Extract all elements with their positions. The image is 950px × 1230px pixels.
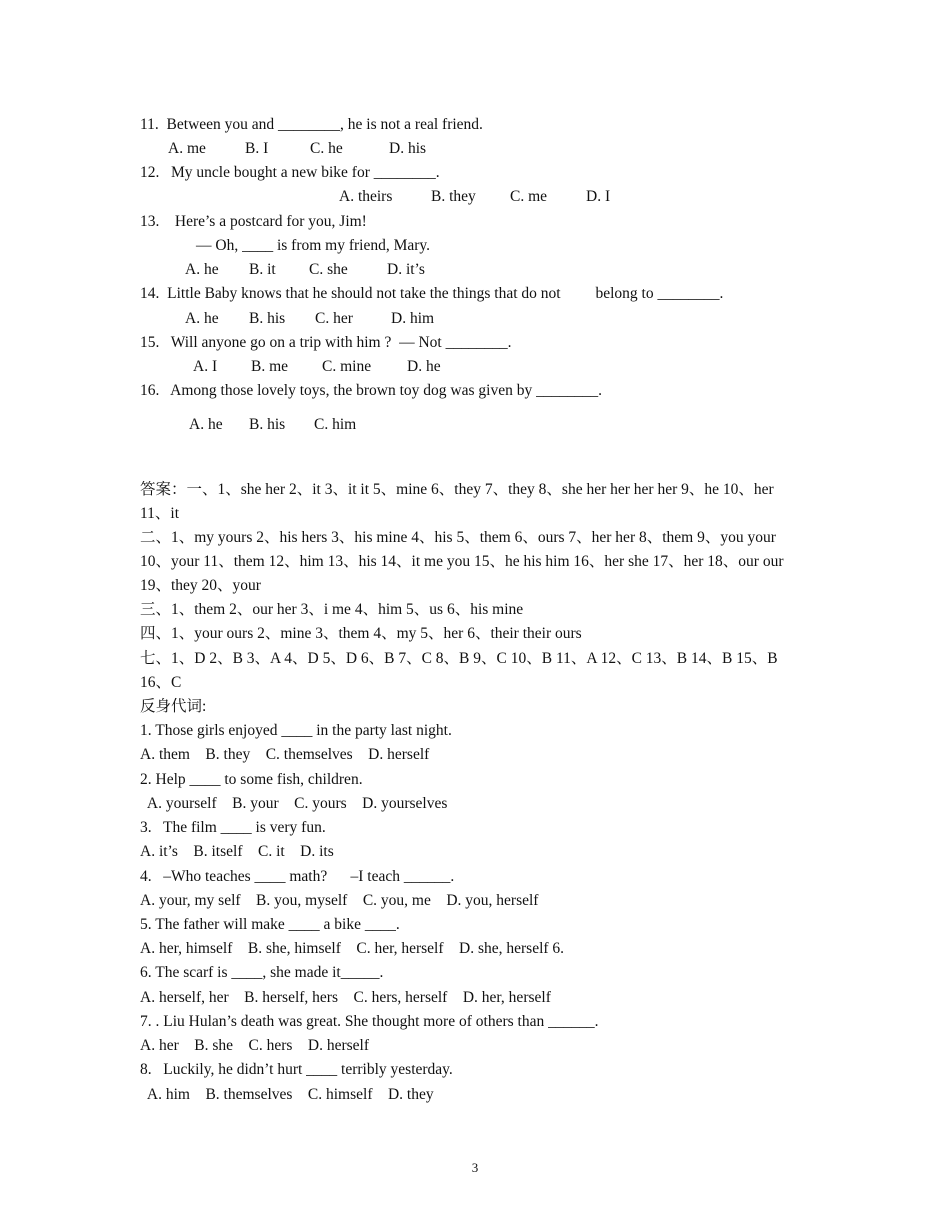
q14-option-b: B. his [249,310,286,327]
q13-option-c: C. she [309,261,348,278]
q14-option-c: C. her [315,310,353,327]
question-13-reply: — Oh, ____ is from my friend, Mary. [196,237,431,254]
question-16: 16. Among those lovely toys, the brown toy dog was given by ________. [140,382,602,399]
reflexive-q6: 6. The scarf is ____, she made it_____. [140,964,384,981]
answer-line-6: 三、1、them 2、our her 3、i me 4、him 5、us 6、his mine [140,601,524,618]
reflexive-q7-options: A. her B. she C. hers D. herself [140,1037,370,1054]
q12-option-b: B. they [431,188,476,205]
q13-option-b: B. it [249,261,276,278]
reflexive-q1-options: A. them B. they C. themselves D. herself [140,746,430,763]
q13-option-a: A. he [185,261,219,278]
q14-option-d: D. him [391,310,435,327]
reflexive-q5: 5. The father will make ____ a bike ____. [140,916,400,933]
section-heading: 反身代词: [140,698,207,715]
q11-option-c: C. he [310,140,343,157]
q12-option-a: A. theirs [339,188,393,205]
q13-option-d: D. it’s [387,261,425,278]
question-11: 11. Between you and ________, he is not a real friend. [140,116,483,133]
answer-line-1: 答案：一、1、she her 2、it 3、it it 5、mine 6、they 7、they 8、she her her her her 9、he 10、her [140,481,774,498]
answer-line-3: 二、1、my yours 2、his hers 3、his mine 4、his 5、them 6、ours 7、her her 8、them 9、you your [140,529,776,546]
reflexive-q7: 7. . Liu Hulan’s death was great. She thought more of others than ______. [140,1013,599,1030]
q16-option-a: A. he [189,416,223,433]
q15-option-b: B. me [251,358,289,375]
question-13: 13. Here’s a postcard for you, Jim! [140,213,367,230]
q15-option-c: C. mine [322,358,372,375]
answer-line-8: 七、1、D 2、B 3、A 4、D 5、D 6、B 7、C 8、B 9、C 10、B 11、A 12、C 13、B 14、B 15、B [140,650,778,667]
answer-line-9: 16、C [140,674,182,691]
answer-line-5: 19、they 20、your [140,577,261,594]
q11-option-b: B. I [245,140,269,157]
q11-option-d: D. his [389,140,427,157]
q14-option-a: A. he [185,310,219,327]
reflexive-q3: 3. The film ____ is very fun. [140,819,326,836]
reflexive-q4: 4. –Who teaches ____ math? –I teach ______. [140,868,455,885]
q16-option-b: B. his [249,416,286,433]
page-number: 3 [471,1160,479,1175]
q15-option-d: D. he [407,358,441,375]
q12-option-c: C. me [510,188,548,205]
reflexive-q5-options: A. her, himself B. she, himself C. her, herself D. she, herself 6. [140,940,565,957]
answer-line-2: 11、it [140,505,180,522]
reflexive-q3-options: A. it’s B. itself C. it D. its [140,843,334,860]
q12-option-d: D. I [586,188,611,205]
reflexive-q8-options: A. him B. themselves C. himself D. they [140,1086,434,1103]
reflexive-q2-options: A. yourself B. your C. yours D. yourselves [140,795,448,812]
question-12: 12. My uncle bought a new bike for ________. [140,164,440,181]
question-15: 15. Will anyone go on a trip with him ? — Not ________. [140,334,512,351]
question-14: 14. Little Baby knows that he should not take the things that do not belong to ________. [140,285,724,302]
q15-option-a: A. I [193,358,218,375]
reflexive-q6-options: A. herself, her B. herself, hers C. hers, herself D. her, herself [140,989,551,1006]
reflexive-q4-options: A. your, my self B. you, myself C. you, me D. you, herself [140,892,539,909]
reflexive-q1: 1. Those girls enjoyed ____ in the party last night. [140,722,452,739]
reflexive-q2: 2. Help ____ to some fish, children. [140,771,363,788]
q16-option-c: C. him [314,416,357,433]
answer-line-7: 四、1、your ours 2、mine 3、them 4、my 5、her 6、their their ours [140,625,582,642]
reflexive-q8: 8. Luckily, he didn’t hurt ____ terribly yesterday. [140,1061,453,1078]
q11-option-a: A. me [168,140,206,157]
answer-line-4: 10、your 11、them 12、him 13、his 14、it me you 15、he his him 16、her she 17、her 18、our our [140,553,784,570]
